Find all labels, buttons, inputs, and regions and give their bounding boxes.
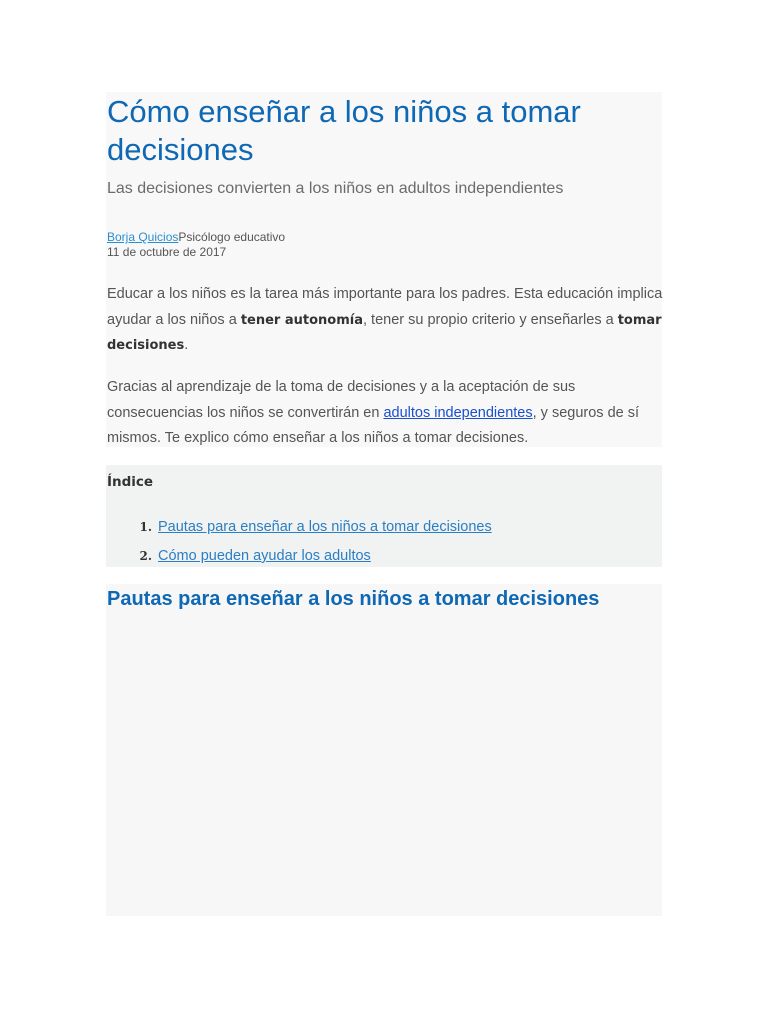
para-text: , y seguros de sí mismos. Te explico cómo enseñar a los niños a tomar decisiones. [107, 404, 640, 446]
list-number: 1. [139, 520, 152, 534]
page-subtitle: Las decisiones convierten a los niños en adultos independientes [107, 180, 564, 197]
author-line [107, 230, 285, 245]
toc-list [106, 517, 492, 575]
toc-link[interactable]: Pautas para enseñar a los niños a tomar decisiones [158, 519, 492, 535]
list-item [106, 546, 492, 575]
para-text: . [184, 337, 189, 353]
list-number: 2. [139, 549, 152, 563]
author-role: Psicólogo educativo [178, 230, 286, 244]
page-title: Cómo enseñar a los niños a tomar decisiones [107, 94, 581, 167]
second-paragraph [107, 375, 663, 452]
author-link[interactable]: Borja Quicios [107, 230, 179, 244]
table-of-contents [106, 465, 662, 567]
article-meta [107, 230, 285, 260]
article-header [106, 92, 662, 447]
section-title: Pautas para enseñar a los niños a tomar decisiones [107, 588, 600, 610]
bold-text: tomar decisiones [107, 312, 662, 353]
section-block [106, 584, 662, 916]
toc-heading: Índice [107, 474, 154, 490]
para-text: Gracias al aprendizaje de la toma de decisiones y a la aceptación de sus consecuencias los niños se convertirán en [107, 379, 576, 421]
inline-link[interactable]: adultos independientes [383, 404, 533, 421]
para-text: Educar a los niños es la tarea más importante para los padres. Esta educación implica ayudar a los niños a [107, 286, 663, 328]
intro-paragraph [107, 282, 663, 359]
toc-link[interactable]: Cómo pueden ayudar los adultos [158, 548, 371, 564]
bold-text: tener autonomía [240, 312, 363, 328]
publish-date: 11 de octubre de 2017 [107, 245, 227, 259]
para-text: , tener su propio criterio y enseñarles a [363, 311, 618, 328]
list-item [106, 517, 492, 546]
